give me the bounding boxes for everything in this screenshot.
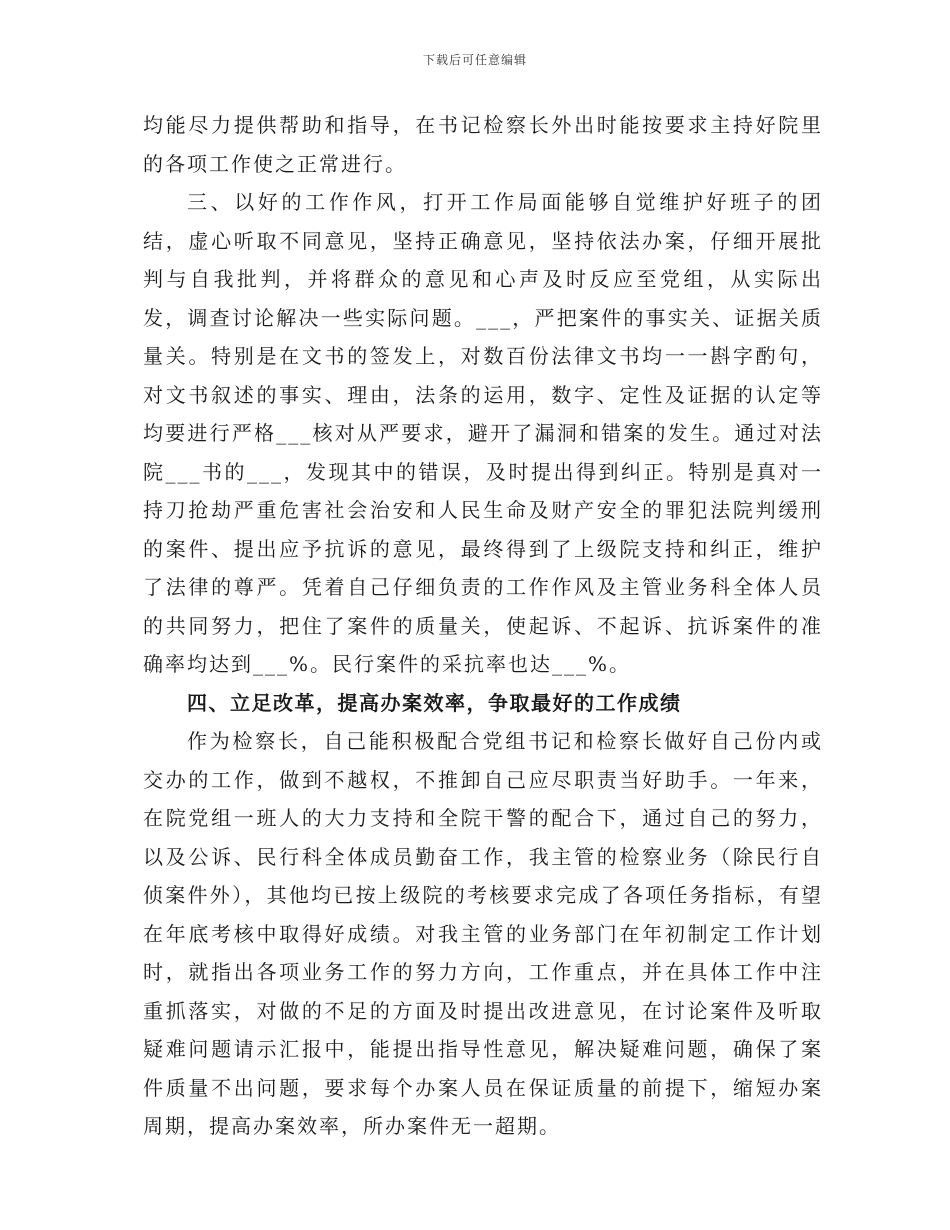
paragraph-section-four: 作为检察长，自己能积极配合党组书记和检察长做好自己份内或交办的工作，做到不越权，不推卸自己应尽职责当好助手。一年来，在院党组一班人的大力支持和全院干警的配合下，通过自己的努力，以及公诉、民行科全体成员勤奋工作，我主管的检察业务（除民行自侦案件外），其他均已按上级院的考核要求完成了各项任务指标，有望在年底考核中取得好成绩。对我主管的业务部门在年初制定工作计划时，就指出各项业务工作的努力方向，工作重点，并在具体工作中注重抓落实，对做的不足的方面及时提出改进意见，在讨论案件及听取疑难问题请示汇报中，能提出指导性意见，解决疑难问题，确保了案件质量不出问题，要求每个办案人员在保证质量的前提下，缩短办案周期，提高办案效率，所办案件无一超期。: [143, 729, 823, 1138]
section-heading-four: 四、立足改革，提高办案效率，争取最好的工作成绩: [187, 690, 682, 715]
page-header: 下载后可任意编辑: [422, 53, 527, 67]
paragraph-section-three: 三、以好的工作作风，打开工作局面能够自觉维护好班子的团结，虚心听取不同意见，坚持正确意见，坚持依法办案，仔细开展批判与自我批判，并将群众的意见和心声及时反应至党组，从实际出发，调查讨论解决一些实际问题。___，严把案件的事实关、证据关质量关。特别是在文书的签发上，对数百份法律文书均一一斟字酌句，对文书叙述的事实、理由，法条的运用，数字、定性及证据的认定等均要进行严格___核对从严要求，避开了漏洞和错案的发生。通过对法院___书的___，发现其中的错误，及时提出得到纠正。特别是真对一持刀抢劫严重危害社会治安和人民生命及财产安全的罪犯法院判缓刑的案件、提出应予抗诉的意见，最终得到了上级院支持和纠正，维护了法律的尊严。凭着自己仔细负责的工作作风及主管业务科全体人员的共同努力，把住了案件的质量关，使起诉、不起诉、抗诉案件的准确率均达到___%。民行案件的采抗率也达___%。: [143, 190, 823, 676]
document-body: [143, 106, 823, 1146]
paragraph-continuation: 均能尽力提供帮助和指导，在书记检察长外出时能按要求主持好院里的各项工作使之正常进行。: [143, 113, 823, 176]
